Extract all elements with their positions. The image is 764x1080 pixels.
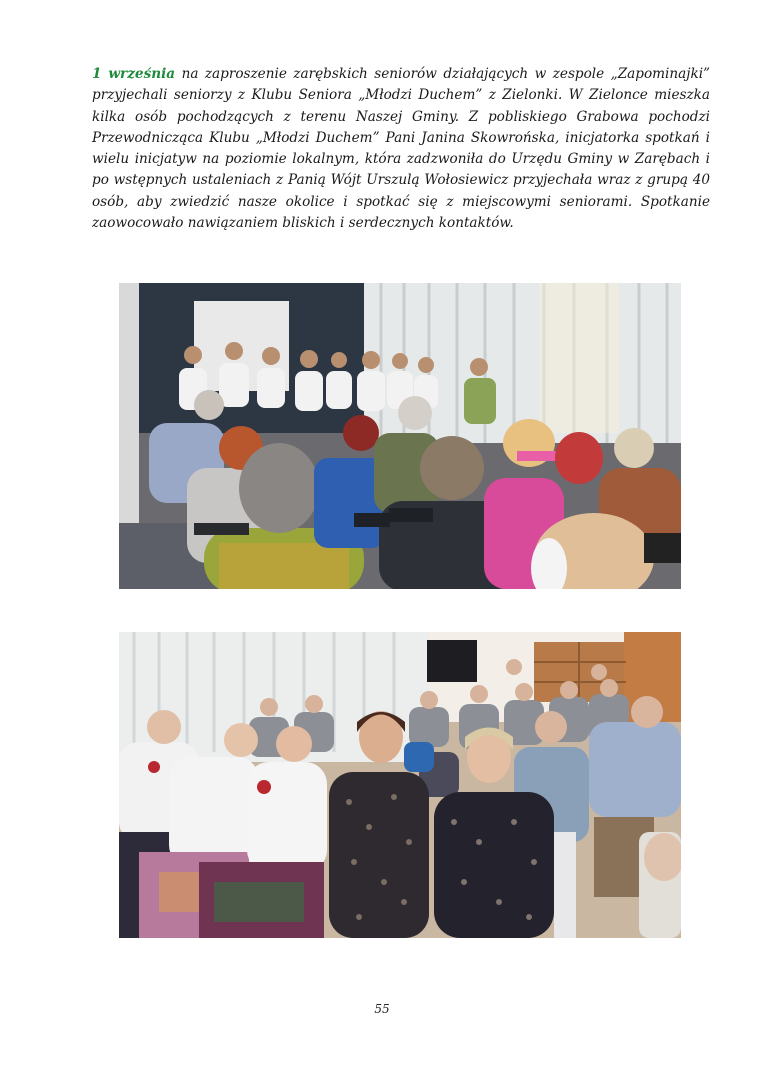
photo-choir-performance	[119, 283, 681, 589]
date-lead: 1 września	[92, 66, 176, 82]
photo-seated-seniors	[119, 632, 681, 938]
article-body: na zaproszenie zarębskich seniorów działających w zespole „Zapominajki” przyjechali seniorzy z Klubu Seniora „Młodzi Duchem” z Zielonki. W Zielonce mieszka kilka osób pochodzących z terenu Naszej Gminy. Z pobliskiego Grabowa pochodzi Przewodnicząca Klubu „Młodzi Duchem” Pani Janina Skowrońska, inicjatorka spotkań i wielu inicjatyw na poziomie lokalnym, która zadzwoniła do Urzędu Gminy w Zarębach i po wstępnych ustaleniach z Panią Wójt Urszulą Wołosiewicz przyjechała wraz z grupą 40 osób, aby zwiedzić nasze okolice i spotkać się z miejscowymi seniorami. Spotkanie zaowocowało nawiązaniem bliskich i serdecznych kontaktów.	[92, 66, 710, 232]
page-number: 55	[374, 1002, 390, 1016]
article-paragraph	[92, 64, 710, 234]
